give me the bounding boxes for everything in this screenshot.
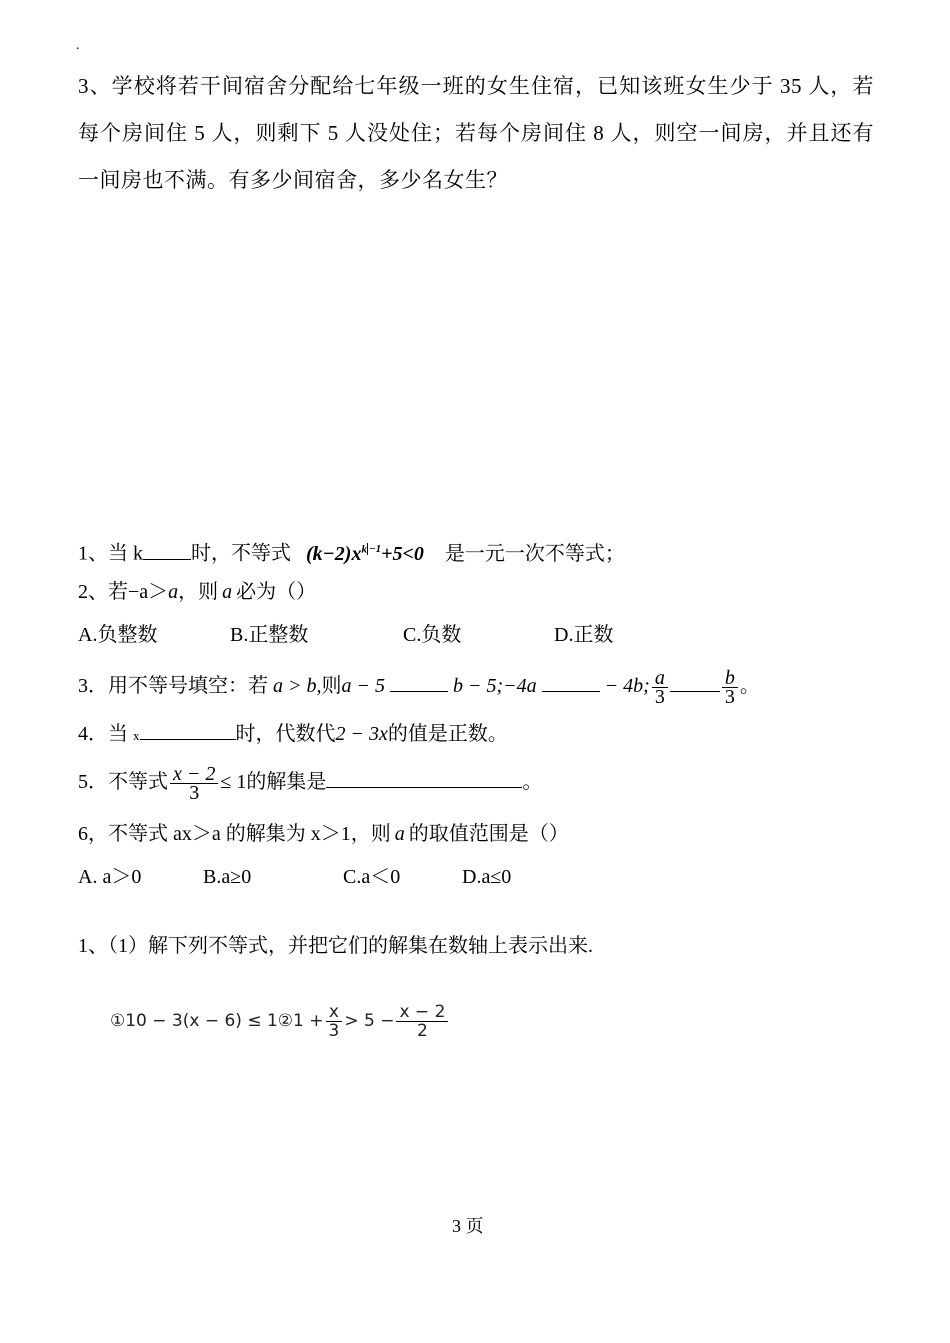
q2-option-b: B.正整数 — [230, 624, 309, 646]
solve-heading: 1、（1）解下列不等式，并把它们的解集在数轴上表示出来. — [78, 935, 593, 957]
word-problem-3: 3、学校将若干间宿舍分配给七年级一班的女生住宿，已知该班女生少于 35 人，若每个房间住 5 人，则剩下 5 人没处住；若每个房间住 8 人，则空一间房，并且还有一间房也不满。有多少间宿舍，多少名女生？ — [78, 74, 874, 192]
q3-blank-3 — [670, 675, 720, 692]
q2-option-a: A.负整数 — [78, 624, 158, 646]
q6-option-c: C.a＜0 — [343, 866, 401, 888]
fill-question-2: 2、若−a＞a，则 a 必为（） — [78, 581, 317, 603]
fill-question-3: 3．用不等号填空：若 a > b,则a − 5 b − 5;−4a − 4b; $\frac{a}{3}$ $\frac{b}{3}$ 。 — [78, 666, 760, 708]
fill-question-5: 5．不等式 $\frac{x - 2}{3}$ ≤ 1的解集是 。 — [78, 762, 543, 804]
q4-blank — [140, 723, 236, 740]
eq2-fraction: $\frac{x - 2}{2}$ — [396, 1003, 448, 1040]
q1-prefix: 1、当 k — [78, 542, 143, 565]
fill-question-4: 4．当 x 时，代数代2 − 3x的值是正数。 — [78, 723, 508, 745]
q3-fraction-a: $\frac{a}{3}$ — [652, 669, 668, 706]
q1-formula: $(k-2)x^k$ $^{-1}$+5<0 — [306, 542, 424, 565]
q1-blank — [143, 543, 191, 560]
q1-middle: 时，不等式 — [191, 542, 291, 565]
q2-option-d: D.正数 — [554, 624, 614, 646]
solve-equations: ①10 − 3(x − 6) ≤ 1②1 + $\frac{x}{3}$ > 5 − $\frac{x - 2}{2}$ — [110, 998, 450, 1044]
q6-option-a: A. a＞0 — [78, 866, 142, 888]
fill-question-6: 6，不等式 ax＞a 的解集为 x＞1，则 a 的取值范围是（） — [78, 823, 569, 845]
page-footer: 3 页 — [452, 1216, 484, 1236]
q3-fraction-b: $\frac{b}{3}$ — [722, 669, 738, 706]
q6-option-b: B.a≥0 — [203, 866, 252, 888]
q2-option-c: C.负数 — [403, 624, 462, 646]
q3-blank-1 — [390, 675, 448, 692]
q1-suffix: 是一元一次不等式； — [444, 542, 625, 565]
q5-fraction: $\frac{x - 2}{3}$ — [170, 765, 218, 802]
eq1-fraction: $\frac{x}{3}$ — [326, 1003, 343, 1040]
q5-blank — [326, 771, 522, 788]
fill-question-1 — [78, 537, 625, 566]
top-dot: . — [76, 38, 80, 53]
q3-blank-2 — [542, 675, 600, 692]
q6-option-d: D.a≤0 — [462, 866, 512, 888]
